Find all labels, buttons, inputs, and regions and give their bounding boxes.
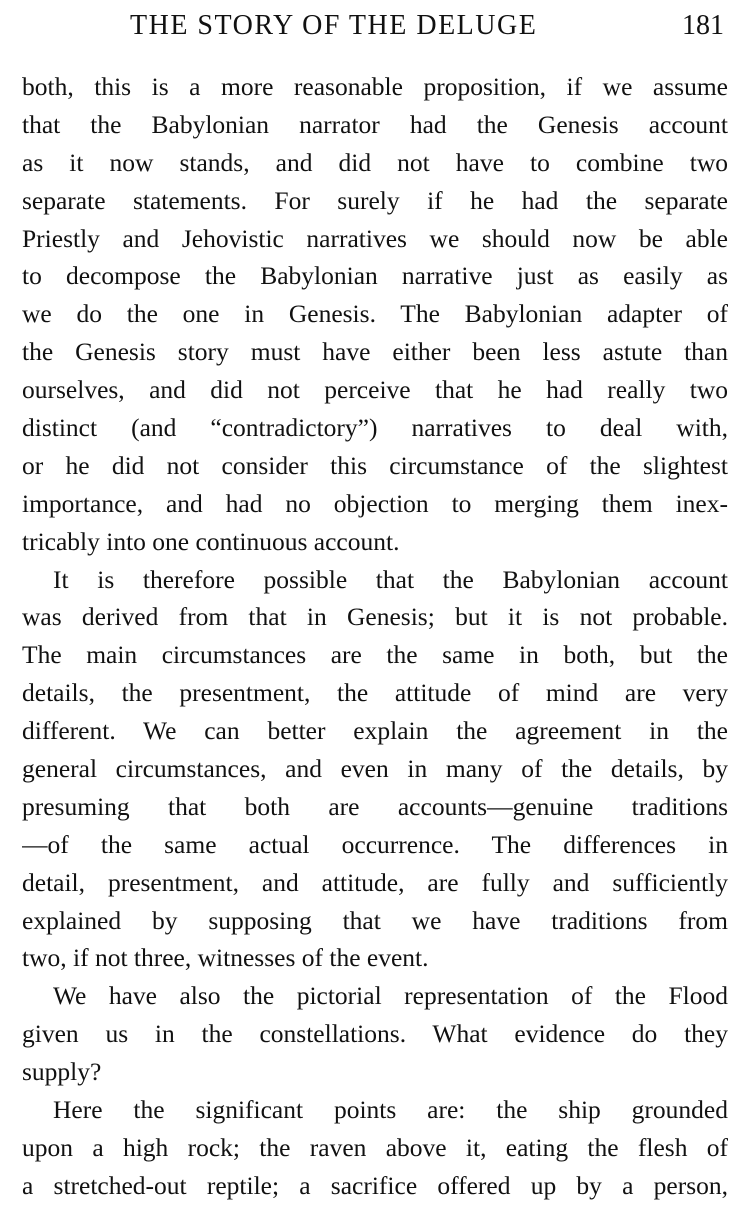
text-line: details, the presentment, the attitude of mind are very xyxy=(22,678,728,708)
paragraph-first-line: Here the significant points are: the ship grounded xyxy=(53,1095,728,1125)
text-line: we do the one in Genesis. The Babylonian adapter of xyxy=(22,299,728,329)
text-line: to decompose the Babylonian narrative just as easily as xyxy=(22,261,728,291)
text-line: general circumstances, and even in many of the details, by xyxy=(22,754,728,784)
running-head xyxy=(130,10,730,44)
text-line: distinct (and “contradictory”) narratives to deal with, xyxy=(22,413,728,443)
text-line: or he did not consider this circumstance of the slightest xyxy=(22,450,728,480)
text-line: ourselves, and did not perceive that he had really two xyxy=(22,375,728,405)
text-line: different. We can better explain the agreement in the xyxy=(22,716,728,746)
text-line: as it now stands, and did not have to combine two xyxy=(22,147,728,177)
text-line: tricably into one continuous account. xyxy=(22,526,400,556)
text-line: that the Babylonian narrator had the Genesis account xyxy=(22,109,728,139)
text-line: —of the same actual occurrence. The differences in xyxy=(22,829,728,859)
text-line: given us in the constellations. What evidence do they xyxy=(22,1019,728,1049)
text-line: The main circumstances are the same in both, but the xyxy=(22,640,728,670)
page-number: 181 xyxy=(682,10,724,41)
text-line: two, if not three, witnesses of the event. xyxy=(22,943,429,973)
paragraph-first-line: It is therefore possible that the Babylonian account xyxy=(53,564,728,594)
running-title: THE STORY OF THE DELUGE xyxy=(130,10,538,41)
text-line: upon a high rock; the raven above it, eating the flesh of xyxy=(22,1132,728,1162)
text-line: both, this is a more reasonable proposition, if we assume xyxy=(22,72,728,101)
text-line: detail, presentment, and attitude, are fully and sufficiently xyxy=(22,867,728,897)
body-text xyxy=(22,68,728,1205)
text-line: presuming that both are accounts—genuine traditions xyxy=(22,791,728,821)
text-line: Priestly and Jehovistic narratives we should now be able xyxy=(22,223,728,253)
text-line: was derived from that in Genesis; but it is not probable. xyxy=(22,602,728,632)
text-line: explained by supposing that we have traditions from xyxy=(22,905,728,935)
paragraph-first-line: We have also the pictorial representation of the Flood xyxy=(53,981,728,1011)
text-line: the Genesis story must have either been less astute than xyxy=(22,337,728,367)
text-line: supply? xyxy=(22,1057,102,1087)
text-line: a stretched-out reptile; a sacrifice offered up by a person, xyxy=(22,1170,728,1200)
text-line: importance, and had no objection to merging them inex- xyxy=(22,488,728,518)
text-line: separate statements. For surely if he had the separate xyxy=(22,185,728,215)
